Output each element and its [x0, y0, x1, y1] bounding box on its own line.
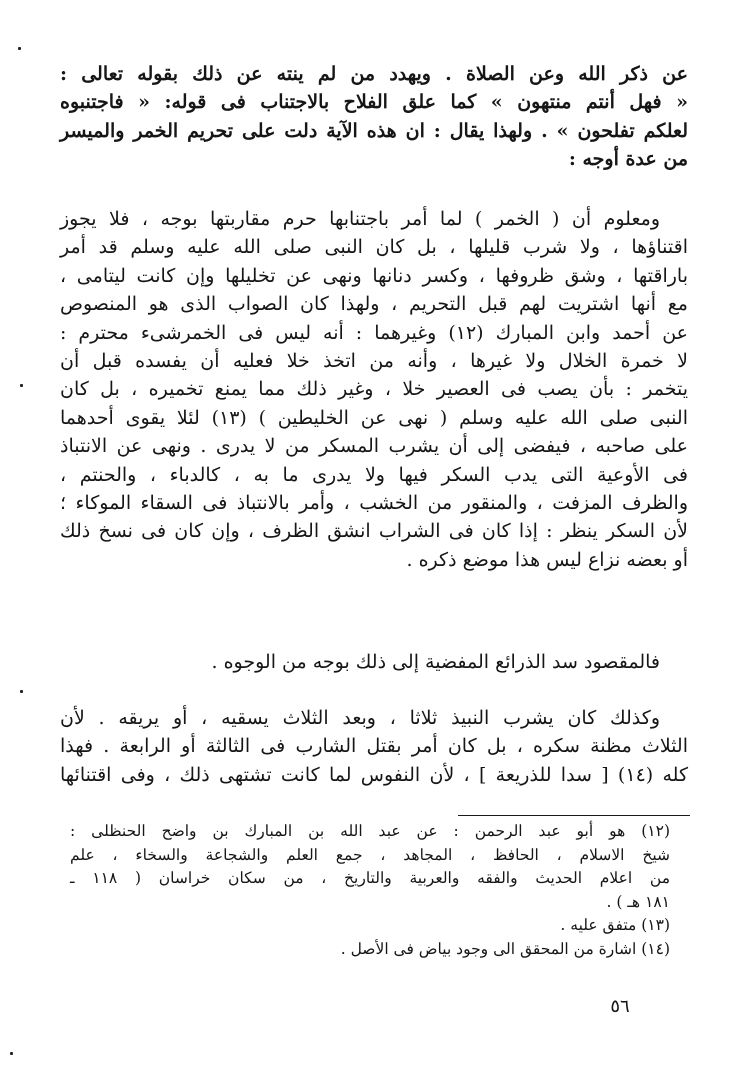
- text-line: لا خمرة الخلال ولا غيرها ، وأنه من اتخذ خلا فعليه أن يفسده قبل أن: [60, 349, 688, 372]
- text-line: على صاحبه ، فيفضى إلى أن يشرب المسكر من لا يدرى . ونهى عن الانتباذ: [60, 435, 688, 458]
- page-number: ٥٦: [610, 996, 630, 1017]
- text-line: وكذلك كان يشرب النبيذ ثلاثا ، وبعد الثلاث يسقيه ، أو يريقه . لأن: [60, 707, 660, 729]
- text-line: يتخمر : بأن يصب فى العصير خلا ، وغير ذلك مما يمنع تخميره ، بل كان: [60, 378, 688, 401]
- text-line: مع أنها اشتريت لهم قبل التحريم ، ولهذا كان الصواب الذى هو المنصوص: [60, 293, 688, 316]
- text-line: فى الأوعية التى يدب السكر فيها ولا يدرى ما به ، كالدباء ، والحنتم ،: [60, 463, 688, 486]
- footnote-line: (١٤) اشارة من المحقق الى وجود بياض فى الأصل .: [340, 939, 670, 958]
- footnotes: [70, 820, 670, 962]
- text-line: والظرف المزفت ، والمنقور من الخشب ، وأمر بالانتباذ فى السقاء الموكاء ؛: [60, 491, 688, 514]
- text-line: النبى صلى الله عليه وسلم ( نهى عن الخليطين ) (١٣) لئلا يقوى أحدهما: [60, 406, 688, 429]
- scan-speck: [10, 1052, 13, 1055]
- text-line: عن أحمد وابن المبارك (١٢) وغيرهما : أنه ليس فى الخمرشىء محترم :: [60, 321, 688, 344]
- footnote-line: (١٣) متفق عليه .: [560, 916, 670, 935]
- footnote-line: من اعلام الحديث والفقه والعربية والتاريخ ، من سكان خراسان ( ١١٨ ـ: [70, 869, 670, 888]
- body-paragraph-nabidh: [60, 704, 688, 789]
- text-line: لعلكم تفلحون » . ولهذا يقال : ان هذه الآية دلت على تحريم الخمر والميسر: [60, 119, 688, 142]
- footnote-separator: [458, 815, 690, 816]
- text-line: « فهل أنتم منتهون » كما علق الفلاح بالاجتناب فى قوله: « فاجتنبوه: [60, 91, 688, 114]
- scan-speck: [18, 47, 21, 50]
- text-line: من عدة أوجه :: [568, 148, 688, 171]
- scan-speck: [20, 690, 23, 693]
- text-line: عن ذكر الله وعن الصلاة . ويهدد من لم ينته عن ذلك بقوله تعالى :: [60, 63, 688, 85]
- footnote-line: شيخ الاسلام ، الحافظ ، المجاهد ، جمع العلم والشجاعة والسخاء ، علم: [70, 845, 670, 864]
- text-line: ومعلوم أن ( الخمر ) لما أمر باجتنابها حرم مقاربتها بوجه ، فلا يجوز: [60, 208, 660, 230]
- text-line: كله (١٤) [ سدا للذريعة ] ، لأن النفوس لما كانت تشتهى ذلك ، وفى اقتنائها: [60, 763, 688, 786]
- intro-paragraph: [60, 60, 688, 174]
- footnote-line: (١٢) هو أبو عبد الرحمن : عن عبد الله بن المبارك بن واضح الحنظلى :: [70, 822, 670, 840]
- text-line: باراقتها ، وشق ظروفها ، وكسر دنانها ونهى عن تخليلها وإن كانت ليتامى ،: [60, 264, 688, 287]
- body-paragraph-purpose: [60, 648, 688, 676]
- text-line: الثلاث مظنة سكره ، بل كان أمر بقتل الشارب فى الثالثة أو الرابعة . فهذا: [60, 735, 688, 758]
- footnote-line: ١٨١ هـ ) .: [606, 892, 670, 911]
- scan-speck: [20, 384, 23, 387]
- text-line: أو بعضه نزاع ليس هذا موضع ذكره .: [406, 548, 688, 571]
- text-line: فالمقصود سد الذرائع المفضية إلى ذلك بوجه من الوجوه .: [211, 651, 660, 673]
- text-line: اقتناؤها ، ولا شرب قليلها ، بل كان النبى صلى الله عليه وسلم قد أمر: [60, 236, 688, 259]
- body-paragraph-wine: [60, 205, 688, 574]
- text-line: لأن السكر ينظر : إذا كان فى الشراب انشق الظرف ، وإن كان فى نسخ ذلك: [60, 520, 688, 543]
